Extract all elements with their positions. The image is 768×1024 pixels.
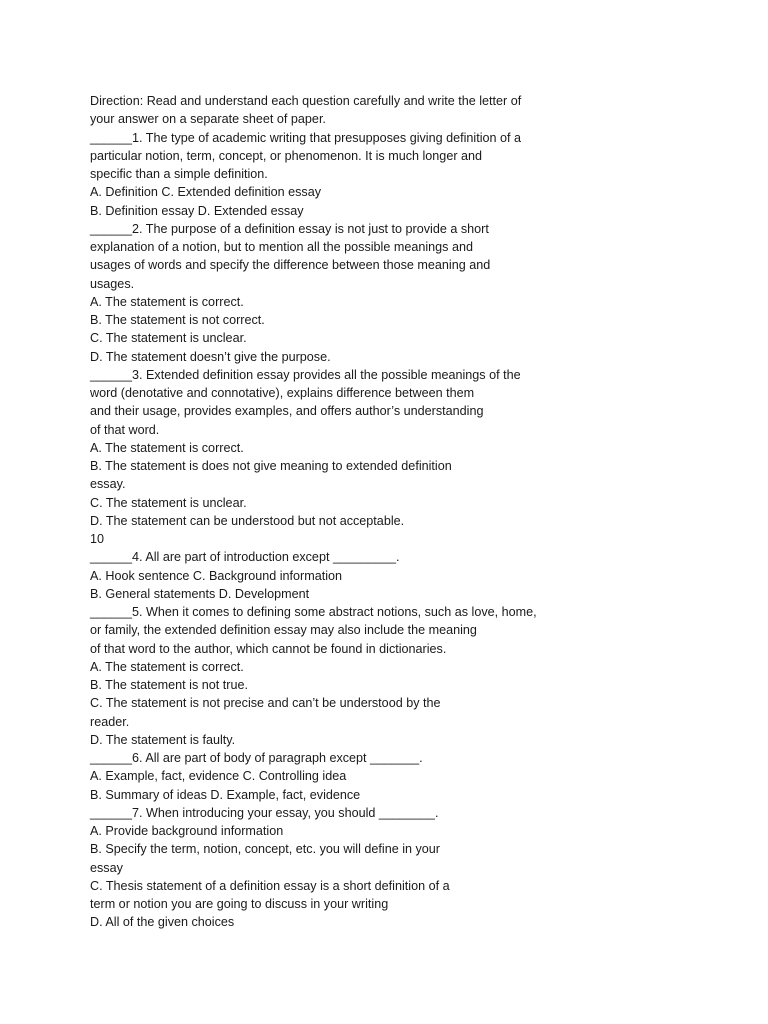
page-number: 10 [90,532,105,546]
question-1-line: particular notion, term, concept, or phenomenon. It is much longer and [90,148,483,163]
question-4-choice: B. General statements D. Development [90,586,310,601]
question-5-choice: reader. [90,714,130,729]
question-2-choice: B. The statement is not correct. [90,313,265,327]
question-2-choice: D. The statement doesn’t give the purpose. [90,349,331,364]
question-3-choice: essay. [90,477,126,492]
question-5-line: or family, the extended definition essay may also include the meaning [90,623,477,638]
question-2-line: explanation of a notion, but to mention all the possible meanings and [90,240,473,254]
question-7-choice: B. Specify the term, notion, concept, etc. you will define in your [90,842,441,857]
question-3-choice: D. The statement can be understood but not acceptable. [90,513,405,528]
question-1-line: ______1. The type of academic writing that presupposes giving definition of a [90,130,522,145]
question-3-choice: B. The statement is does not give meaning to extended definition [90,459,452,473]
question-7-choice: C. Thesis statement of a definition essay is a short definition of a [90,878,450,893]
question-5-choice: A. The statement is correct. [90,659,244,674]
question-3-line: of that word. [90,422,160,437]
question-7-choice: A. Provide background information [90,824,284,838]
question-6-choice: B. Summary of ideas D. Example, fact, evidence [90,787,361,802]
question-5-choice: D. The statement is faulty. [90,732,236,747]
question-5-choice: B. The statement is not true. [90,678,248,692]
question-5-line: ______5. When it comes to defining some abstract notions, such as love, home, [90,605,537,619]
question-3-choice: C. The statement is unclear. [90,495,247,510]
question-1-choice: A. Definition C. Extended definition essay [90,185,322,200]
direction-line: Direction: Read and understand each question carefully and write the letter of [90,94,522,108]
question-6-choice: A. Example, fact, evidence C. Controlling idea [90,769,347,784]
question-7-choice: term or notion you are going to discuss in your writing [90,897,389,911]
direction-line: your answer on a separate sheet of paper. [90,112,326,127]
question-2-line: usages. [90,276,135,291]
question-4-line: ______4. All are part of introduction except _________. [90,550,400,565]
question-2-choice: C. The statement is unclear. [90,331,247,346]
question-1-line: specific than a simple definition. [90,167,268,181]
question-5-line: of that word to the author, which cannot be found in dictionaries. [90,641,447,656]
question-3-line: ______3. Extended definition essay provides all the possible meanings of the [90,367,521,382]
question-7-choice: essay [90,860,123,875]
question-6-line: ______6. All are part of body of paragraph except _______. [90,751,423,765]
question-7-choice: D. All of the given choices [90,915,235,930]
question-4-choice: A. Hook sentence C. Background information [90,568,343,583]
question-2-choice: A. The statement is correct. [90,294,244,309]
question-3-line: word (denotative and connotative), explains difference between them [90,386,475,400]
question-1-choice: B. Definition essay D. Extended essay [90,203,304,218]
quiz-text [90,92,560,932]
question-5-choice: C. The statement is not precise and can’t be understood by the [90,696,441,711]
question-3-choice: A. The statement is correct. [90,440,244,455]
question-3-line: and their usage, provides examples, and offers author’s understanding [90,404,484,419]
question-7-line: ______7. When introducing your essay, you should ________. [90,805,439,820]
question-2-line: ______2. The purpose of a definition essay is not just to provide a short [90,221,489,236]
question-2-line: usages of words and specify the difference between those meaning and [90,258,491,273]
